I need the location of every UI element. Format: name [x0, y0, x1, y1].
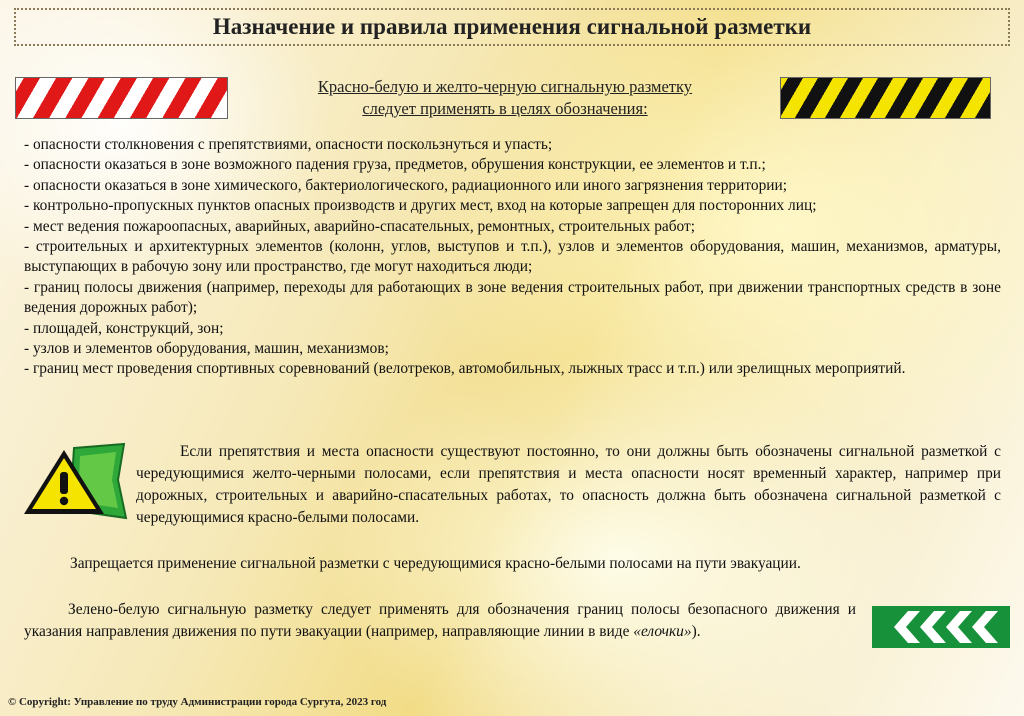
red-white-stripe-icon — [15, 77, 228, 119]
paragraph-green-white-emphasis: «елочки» — [633, 623, 692, 640]
paragraph-permanent-temporary: Если препятствия и места опасности существуют постоянно, то они должны быть обозначены сигнальной разметкой с чередующимися желто-черными полосами, если препятствия и места опасности носят временный характер, например при дорожных, строительных и аварийно-спасательных работах, то опасность должна быть обозначена сигнальной разметкой с чередующимися красно-белыми полосами. — [136, 443, 1001, 526]
paragraph-evacuation-ban: Запрещается применение сигнальной разметки с чередующимися красно-белыми полосами на пути эвакуации. — [70, 555, 801, 572]
list-item: - опасности оказаться в зоне химического, бактериологического, радиационного или иного загрязнения территории; — [24, 176, 788, 194]
yellow-black-stripe-icon — [780, 77, 991, 119]
list-item: - границ мест проведения спортивных соревнований (велотреков, автомобильных, лыжных трасс и т.п.) или зрелищных мероприятий. — [24, 360, 906, 378]
paragraph-green-white-text: Зелено-белую сигнальную разметку следует применять для обозначения границ полосы безопасного движения и указания направления движения по пути эвакуации (например, направляющие линии в виде — [24, 601, 856, 640]
list-item: - узлов и элементов оборудования, машин, механизмов; — [24, 340, 389, 358]
list-item: - опасности столкновения с препятствиями, опасности поскользнуться и упасть; — [24, 136, 553, 153]
list-item: - строительных и архитектурных элементов (колонн, углов, выступов и т.п.), узлов и элементов оборудования, машин, механизмов, арматуры, выступающих в рабочую зону или пространство, где могут находиться люди; — [24, 238, 1001, 276]
copyright-footer: © Copyright: Управление по труду Администрации города Сургута, 2023 год — [8, 696, 387, 708]
green-white-chevron-icon — [872, 606, 1010, 648]
list-item: - опасности оказаться в зоне возможного падения груза, предметов, обрушения конструкции, ее элементов и т.п.; — [24, 156, 766, 174]
list-item: - контрольно-пропускных пунктов опасных производств и других мест, вход на которые запрещен для посторонних лиц; — [24, 197, 817, 215]
paragraph-green-white-end: ). — [691, 623, 701, 640]
list-item: - границ полосы движения (например, переходы для работающих в зоне ведения строительных работ, при движении транспортных средств в зоне ведения дорожных работ); — [24, 278, 1001, 317]
warning-triangle-icon — [20, 440, 128, 526]
list-item: - мест ведения пожароопасных, аварийных, аварийно-спасательных, ремонтных, строительных работ; — [24, 217, 696, 235]
title-box — [14, 8, 1010, 46]
page-title: Назначение и правила применения сигнальной разметки — [212, 14, 812, 39]
intro-line-1: Красно-белую и желто-черную сигнальную разметку — [317, 77, 693, 96]
intro-text — [250, 76, 760, 120]
purpose-list — [24, 135, 1001, 380]
paragraph-green-white — [24, 599, 856, 643]
list-item: - площадей, конструкций, зон; — [24, 319, 224, 337]
intro-line-2: следует применять в целях обозначения: — [362, 99, 648, 118]
